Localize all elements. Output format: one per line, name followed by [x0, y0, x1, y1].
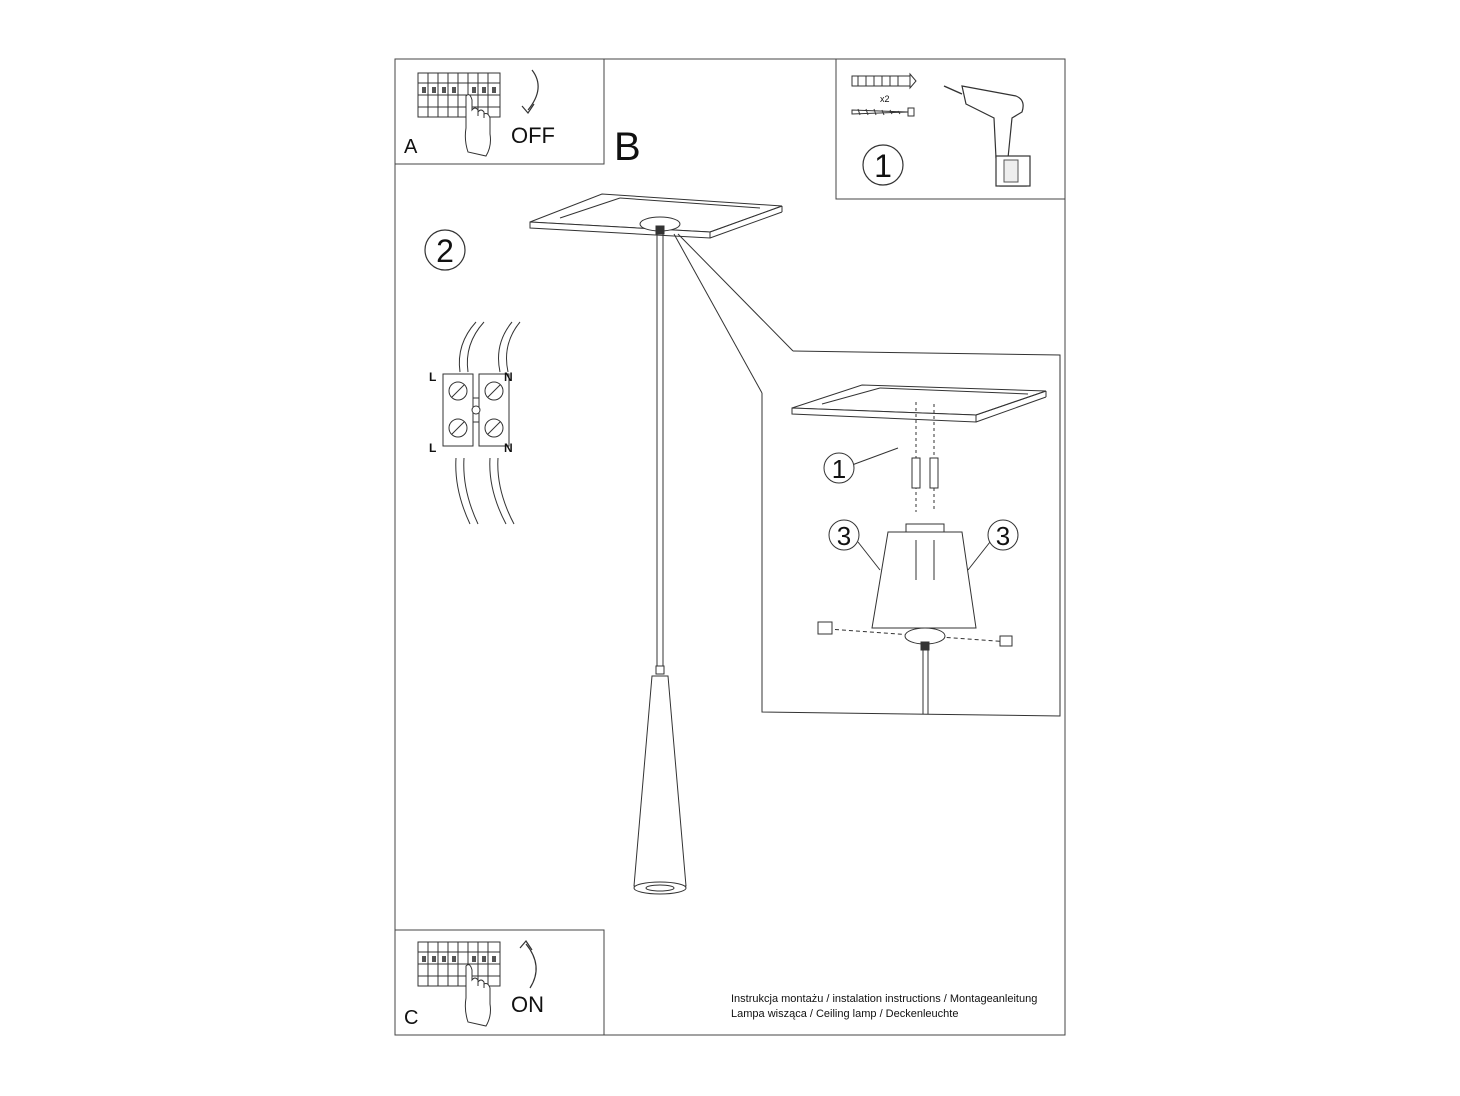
side-screw-left — [818, 622, 832, 634]
breaker-panel-icon — [418, 942, 500, 986]
wall-plug-icon — [852, 74, 916, 88]
bracket-callout-right: 3 — [995, 521, 1011, 551]
neutral-top-label: N — [504, 370, 513, 384]
switch-off-arrow-icon — [522, 70, 538, 113]
side-screw-right — [1000, 636, 1012, 646]
screw-callout-number: 1 — [831, 454, 847, 484]
breaker-panel-icon — [418, 73, 500, 117]
drill-icon — [944, 86, 1030, 186]
screw-anchor-left — [912, 458, 920, 488]
panel-a-power-off — [395, 59, 604, 164]
footer-line-2: Lampa wisząca / Ceiling lamp / Deckenleuchte — [731, 1008, 959, 1020]
neutral-bottom-label: N — [504, 441, 513, 455]
panel-a-letter: A — [404, 136, 418, 158]
quantity-label: x2 — [880, 94, 890, 104]
footer-caption — [731, 992, 1037, 1022]
panel-tools — [836, 59, 1065, 199]
power-on-label: ON — [511, 992, 544, 1017]
pendant-lamp-assembly — [530, 194, 793, 894]
screw-anchor-right — [930, 458, 938, 488]
power-off-label: OFF — [511, 123, 555, 148]
panel-c-letter: C — [404, 1007, 419, 1029]
panel-c-power-on — [395, 930, 604, 1035]
screw-icon — [852, 108, 914, 116]
wiring-step-number: 2 — [436, 233, 454, 269]
switch-on-arrow-icon — [520, 941, 536, 988]
terminal-block-icon — [443, 322, 520, 524]
live-bottom-label: L — [429, 441, 437, 455]
wiring-step — [425, 230, 520, 524]
bracket-callout-left: 3 — [836, 521, 852, 551]
footer-line-1: Instrukcja montażu / instalation instructions / Montageanleitung — [731, 993, 1038, 1005]
mounting-detail — [762, 351, 1060, 716]
panel-b-letter: B — [614, 125, 641, 169]
tools-step-number: 1 — [874, 148, 892, 184]
live-top-label: L — [429, 370, 437, 384]
